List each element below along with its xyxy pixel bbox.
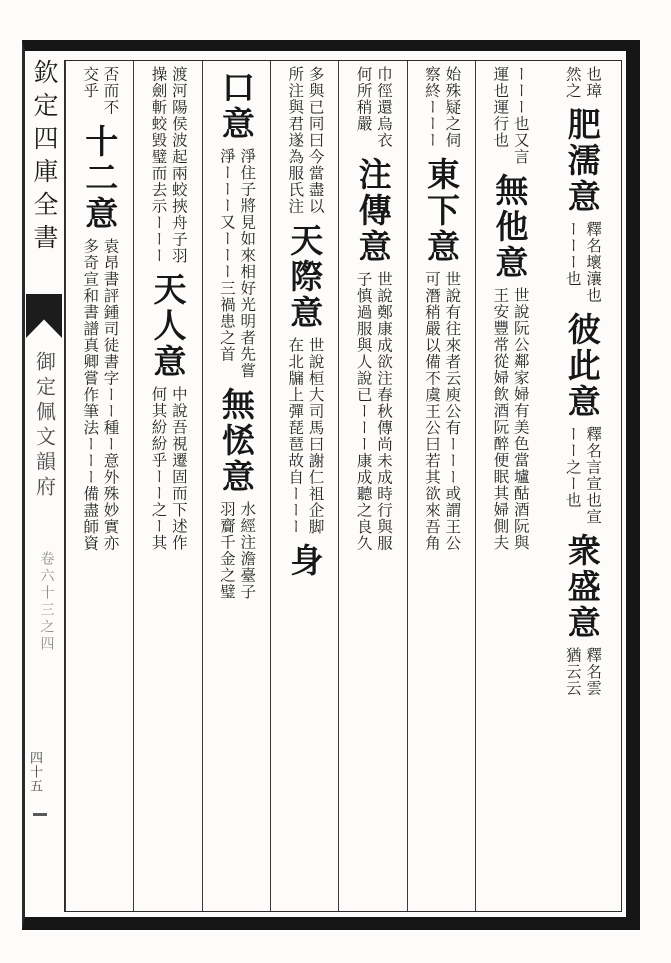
entry-headword: 身 [285,542,325,579]
entry-headword: 天人意 [148,272,188,380]
annotation-left-line: 交乎 [81,66,100,99]
entry-headword: 彼此意 [562,311,602,420]
text-column-3 [407,61,475,911]
entry-headword: 無他意 [490,173,530,281]
page-number-dash [33,813,47,816]
text-column-4 [338,61,406,911]
text-column-5 [270,61,338,911]
commentary-annotation [218,148,256,379]
commentary-annotation [149,386,187,551]
annotation-right-line: 世說桓大司馬曰謝仁祖企脚 [306,336,325,535]
commentary-annotation [423,66,461,149]
entry-headword: 無恡意 [216,387,256,495]
volume-title: 御定佩文韻府 [32,351,57,501]
annotation-left-line: 在北牖上彈琵琶故自ーーー [286,336,305,535]
annotation-left-line: 王安豐常從婦飲酒阮醉便眠其婦側夫 [491,287,510,551]
annotation-right-line: 多與已同曰今當盡以 [306,66,325,215]
entry-headword: 東下意 [421,156,461,265]
annotation-left-line: 可潛稍嚴以備不虞王公曰若其欲來吾角 [422,270,441,551]
annotation-left-line: 子慎過服與人說已ーーー康成聽之良久 [354,270,373,551]
text-column-2 [475,61,543,911]
annotation-left-line: 猶云云 [563,646,582,696]
annotation-left-line: ーー之ー也 [563,425,582,508]
commentary-annotation [563,221,601,304]
volume-number: 卷六十三之四 [38,551,55,653]
commentary-annotation [354,66,392,149]
commentary-annotation [149,66,187,264]
commentary-annotation [491,66,529,165]
entry-headword: 注傳意 [353,156,393,265]
annotation-right-line: 世說阮公鄰家婦有美色當壚酤酒阮與 [511,287,530,551]
commentary-annotation [423,271,461,552]
annotation-left-line: 然之 [563,66,582,99]
annotation-left-line: 何其紛紛乎ーー之ー其 [149,386,168,551]
commentary-annotation [491,287,529,551]
annotation-right-line: 世說有往來者云庾公有ーーー或謂王公 [443,270,462,551]
annotation-right-line: 釋名壞瀼也 [584,221,603,304]
annotation-right-line: 釋名雲 [584,646,603,696]
commentary-annotation [354,271,392,552]
annotation-right-line: 世說鄭康成欲注春秋傳尚未成時行與服 [374,270,393,551]
entry-headword: 肥濡意 [562,107,602,215]
annotation-right-line: 水經注澹臺子 [238,501,257,600]
annotation-right-line: 始殊疑之伺 [443,66,462,149]
annotation-left-line: 操劍斬蛟毀璧而去示ーーー [149,66,168,264]
commentary-annotation [286,66,324,215]
annotation-left-line: 多奇宣和書譜真卿嘗作筆法ーーー備盡師資 [81,237,100,551]
entry-headword: 十二意 [80,123,120,232]
annotation-right-line: 中說吾視遷固而下述作 [169,386,188,551]
annotation-right-line: 淨住子將見如來相好光明者先嘗 [238,148,257,379]
entry-headword: 口意 [216,70,256,142]
fishtail-icon [26,294,62,338]
text-column-6 [202,61,270,911]
annotation-left-line: ーーー也 [563,221,582,287]
annotation-right-line: 否而不 [101,66,120,116]
commentary-annotation [286,337,324,535]
page-number: 四十五 [27,751,42,793]
title-column [25,51,64,915]
annotation-left-line: 所注與君遂為服氏注 [286,66,305,215]
commentary-annotation [563,66,601,99]
entry-headword: 衆盛意 [562,532,602,641]
annotation-right-line: 巾徑還烏衣 [374,66,393,149]
annotation-right-line: ーーー也又言 [511,66,530,165]
annotation-left-line: 羽齎千金之璧 [217,501,236,600]
commentary-annotation [563,647,601,697]
annotation-right-line: 也璋 [584,66,603,99]
commentary-annotation [81,238,119,552]
commentary-annotation [218,501,256,600]
annotation-left-line: 淨ーーー又ーーー三禍患之首 [217,148,236,363]
text-grid [64,60,622,912]
annotation-right-line: 釋名言宣也宣 [584,425,603,525]
text-column-7 [133,61,201,911]
commentary-annotation [81,66,119,116]
annotation-right-line: 渡河陽侯波起兩蛟挾舟子羽 [169,66,188,264]
entry-headword: 天際意 [285,222,325,331]
annotation-right-line: 袁昂書評鍾司徒書字ーー種ー意外殊妙實亦 [101,237,120,551]
annotation-left-line: 何所稍嚴 [354,66,373,132]
annotation-left-line: 運也運行也 [491,66,510,149]
book-title: 欽定四庫全書 [30,59,59,257]
text-column-1 [544,61,621,911]
text-column-8 [65,61,133,911]
annotation-left-line: 察終ーーー [422,66,441,149]
commentary-annotation [563,426,601,525]
